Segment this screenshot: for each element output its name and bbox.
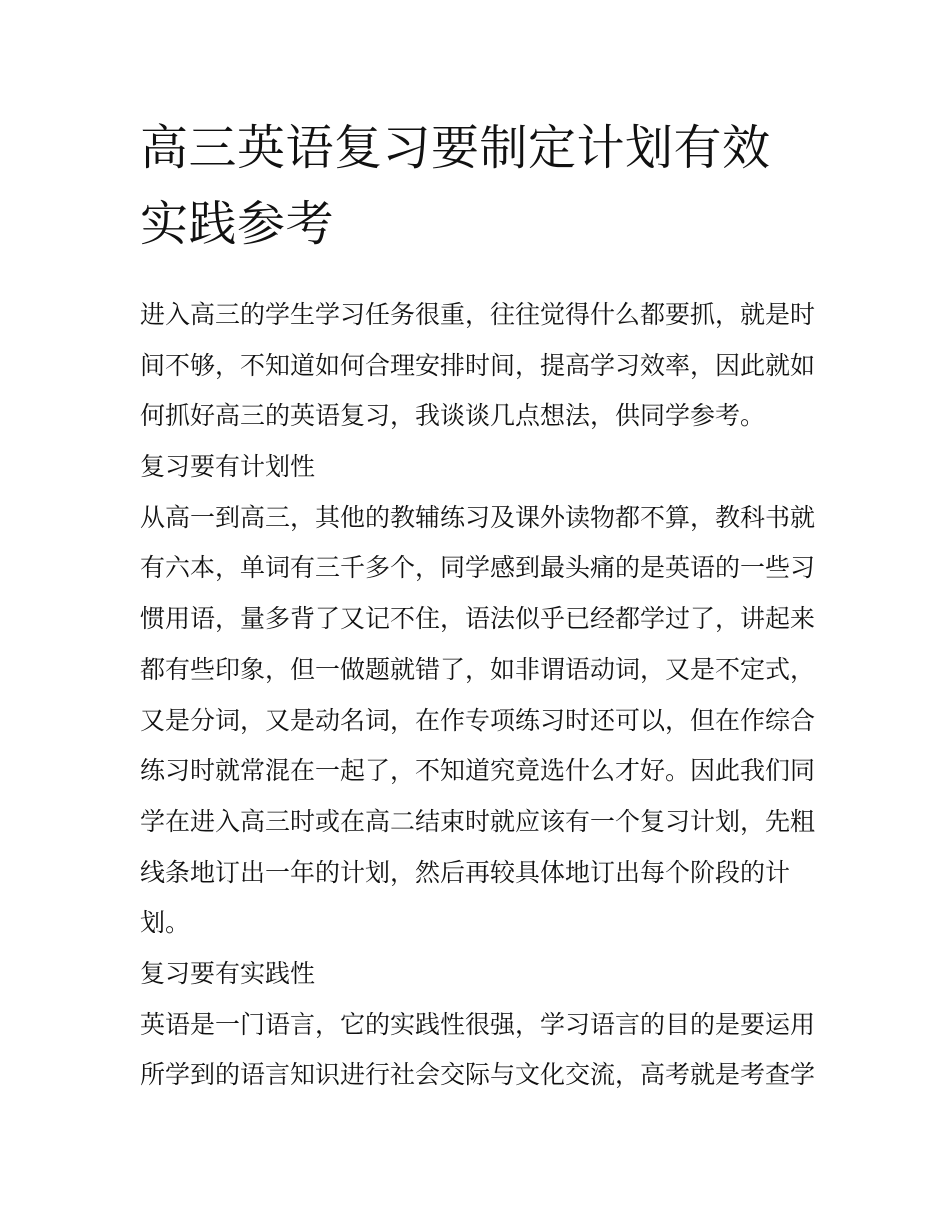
paragraph-plan-line-6: 练习时就常混在一起了，不知道究竟选什么才好。因此我们同 [140, 756, 816, 786]
paragraph-intro-line-2: 间不够，不知道如何合理安排时间，提高学习效率，因此就如 [140, 350, 816, 380]
paragraph-plan-line-2: 有六本，单词有三千多个，同学感到最头痛的是英语的一些习 [140, 553, 816, 583]
paragraph-practice-line-1: 英语是一门语言，它的实践性很强，学习语言的目的是要运用 [140, 1009, 816, 1039]
paragraph-plan-line-9: 划。 [140, 908, 191, 938]
paragraph-plan-line-4: 都有些印象，但一做题就错了，如非谓语动词，又是不定式， [140, 654, 816, 684]
paragraph-plan-line-8: 线条地订出一年的计划，然后再较具体地订出每个阶段的计 [140, 857, 791, 887]
paragraph-practice-line-2: 所学到的语言知识进行社会交际与文化交流，高考就是考查学 [140, 1060, 816, 1090]
section-heading-plan: 复习要有计划性 [140, 452, 316, 482]
paragraph-plan-line-5: 又是分词，又是动名词，在作专项练习时还可以，但在作综合 [140, 705, 816, 735]
title-line-2: 实践参考 [140, 196, 335, 252]
title-line-1: 高三英语复习要制定计划有效 [140, 120, 771, 176]
document-page [140, 110, 820, 1101]
section-heading-practice: 复习要有实践性 [140, 958, 316, 988]
paragraph-plan-line-7: 学在进入高三时或在高二结束时就应该有一个复习计划，先粗 [140, 806, 816, 836]
paragraph-plan-line-3: 惯用语，量多背了又记不住，语法似乎已经都学过了，讲起来 [140, 604, 816, 634]
document-body [140, 290, 820, 1101]
paragraph-intro-line-1: 进入高三的学生学习任务很重，往往觉得什么都要抓，就是时 [140, 300, 816, 329]
paragraph-intro-line-3: 何抓好高三的英语复习，我谈谈几点想法，供同学参考。 [140, 401, 766, 431]
document-title [140, 110, 820, 262]
paragraph-plan-line-1: 从高一到高三，其他的教辅练习及课外读物都不算，教科书就 [140, 502, 816, 532]
